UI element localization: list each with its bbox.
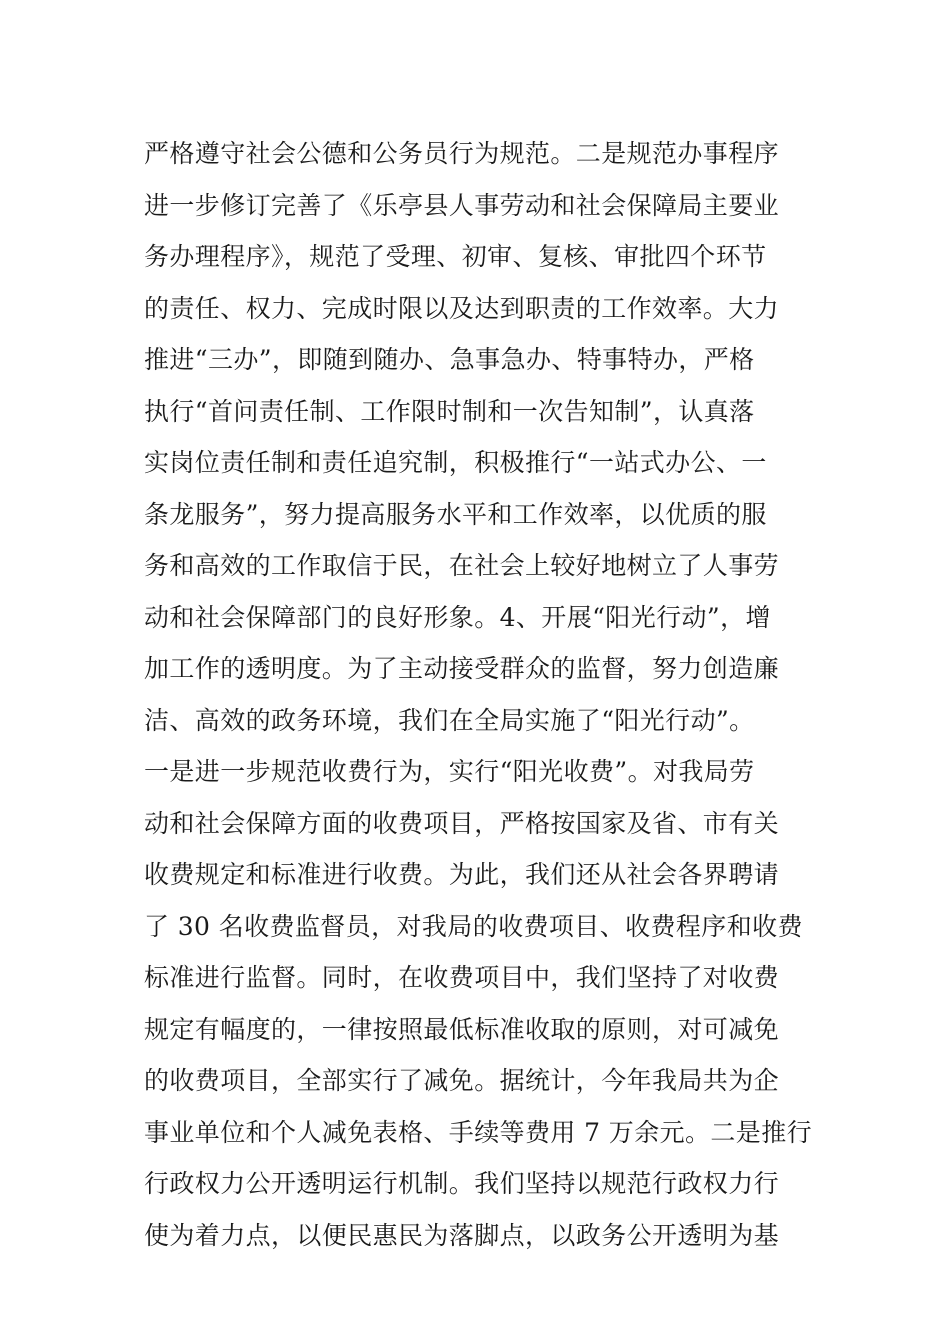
text-line: 的责任、权力、完成时限以及达到职责的工作效率。大力	[144, 293, 780, 323]
text-line: 执行“首问责任制、工作限时制和一次告知制”，认真落	[144, 396, 755, 426]
text-line: 动和社会保障部门的良好形象。4、开展“阳光行动”，增	[144, 602, 771, 632]
text-line: 务办理程序》，规范了受理、初审、复核、审批四个环节	[144, 242, 767, 271]
text-line: 收费规定和标准进行收费。为此，我们还从社会各界聘请	[144, 860, 780, 889]
text-line: 动和社会保障方面的收费项目，严格按国家及省、市有关	[144, 808, 780, 838]
text-line: 洁、高效的政务环境，我们在全局实施了“阳光行动”。	[144, 705, 755, 735]
text-line: 推进“三办”，即随到随办、急事急办、特事特办，严格	[144, 345, 755, 374]
text-line: 加工作的透明度。为了主动接受群众的监督，努力创造廉	[144, 654, 780, 683]
text-line: 进一步修订完善了《乐亭县人事劳动和社会保障局主要业	[144, 190, 780, 220]
text-line: 的收费项目，全部实行了减免。据统计，今年我局共为企	[144, 1066, 780, 1095]
text-line: 条龙服务”，努力提高服务水平和工作效率，以优质的服	[144, 499, 767, 529]
text-line: 使为着力点，以便民惠民为落脚点，以政务公开透明为基	[144, 1220, 780, 1250]
text-line: 行政权力公开透明运行机制。我们坚持以规范行政权力行	[144, 1169, 780, 1198]
document-body	[144, 128, 812, 1261]
text-line: 标准进行监督。同时，在收费项目中，我们坚持了对收费	[144, 963, 780, 992]
text-line: 了 30 名收费监督员，对我局的收费项目、收费程序和收费	[144, 911, 803, 941]
text-line: 严格遵守社会公德和公务员行为规范。二是规范办事程序	[144, 139, 780, 168]
text-line: 事业单位和个人减免表格、手续等费用 7 万余元。二是推行	[144, 1117, 813, 1147]
text-line: 实岗位责任制和责任追究制，积极推行“一站式办公、一	[144, 448, 767, 477]
text-line: 规定有幅度的，一律按照最低标准收取的原则，对可减免	[144, 1014, 780, 1044]
text-line: 务和高效的工作取信于民，在社会上较好地树立了人事劳	[144, 551, 780, 580]
text-line: 一是进一步规范收费行为，实行“阳光收费”。对我局劳	[144, 757, 755, 786]
